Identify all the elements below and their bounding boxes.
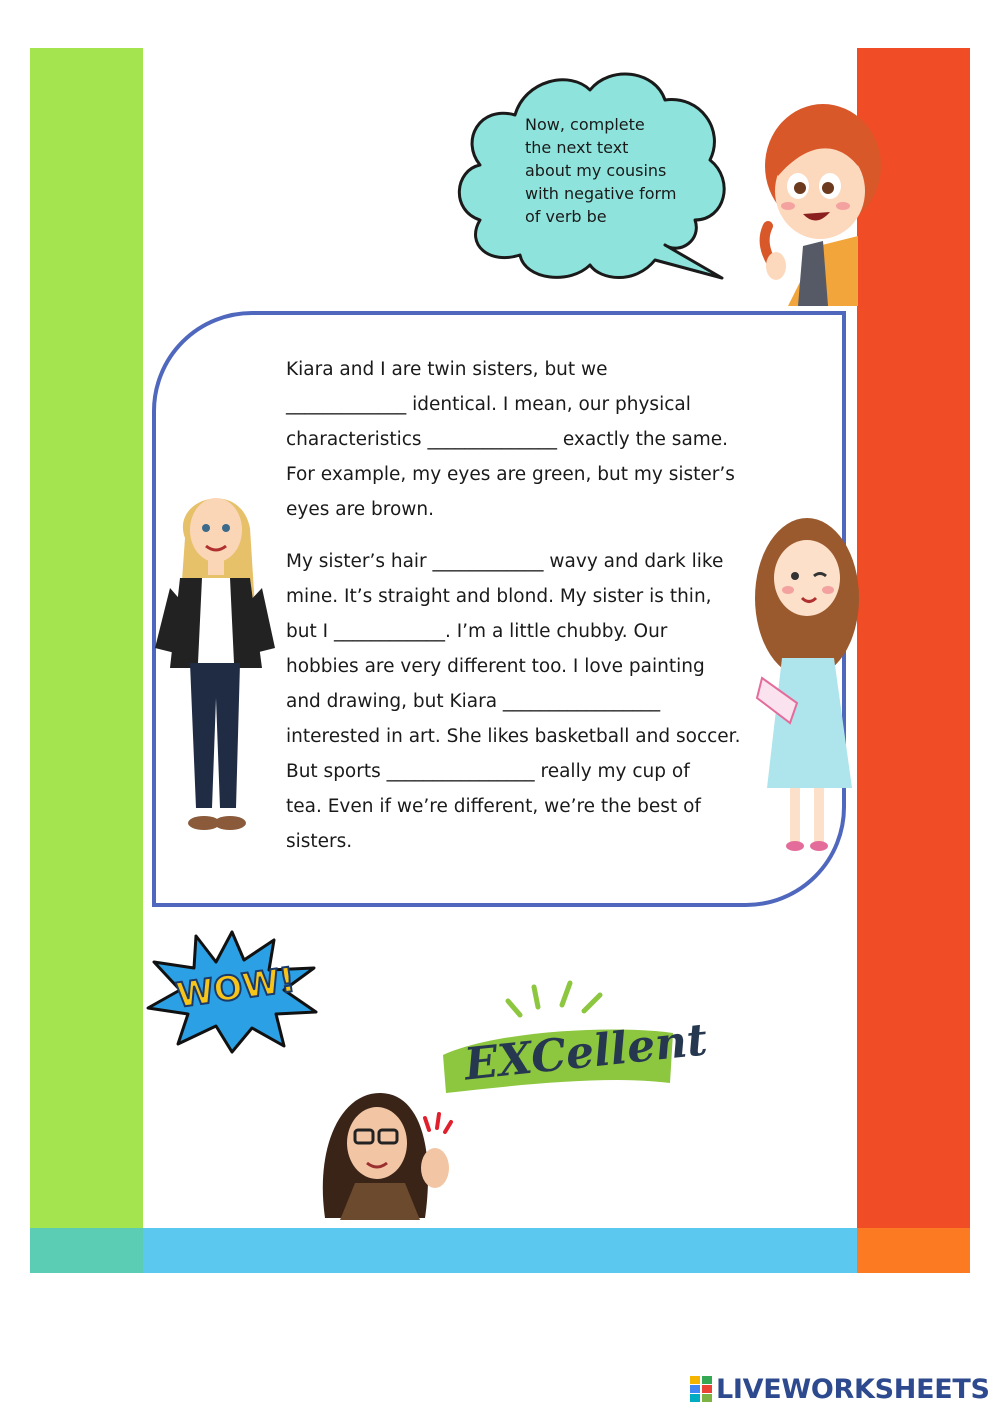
passage-line: Kiara and I are twin sisters, but we (286, 359, 608, 380)
passage-line: interested in art. She likes basketball and soccer. (286, 726, 741, 747)
passage-line: sisters. (286, 831, 353, 852)
wow-burst-sticker (144, 928, 320, 1056)
teacher-clapping-illustration (315, 1088, 465, 1220)
liveworksheets-brand (690, 1374, 990, 1404)
fill-in-passage (286, 352, 756, 876)
excellent-text: EXCellent (462, 1014, 710, 1091)
bubble-line: about my cousins (525, 161, 667, 180)
passage-line: characteristics ______________ exactly the same. (286, 429, 729, 450)
passage-line: tea. Even if we’re different, we’re the best of (286, 796, 701, 817)
right-red-strip (857, 48, 970, 1228)
passage-line: My sister’s hair ____________ wavy and dark like (286, 551, 724, 572)
passage-paragraph-2 (286, 544, 756, 859)
wow-text: WOW! (173, 959, 298, 1017)
girl-red-hair-illustration (748, 96, 858, 306)
brand-name: LIVEWORKSHEETS (716, 1373, 990, 1405)
bubble-line: of verb be (525, 207, 607, 226)
speech-bubble-text (525, 113, 715, 228)
passage-line: eyes are brown. (286, 499, 435, 520)
bottom-teal-corner (30, 1228, 143, 1273)
passage-line: mine. It’s straight and blond. My sister is thin, (286, 586, 712, 607)
left-green-strip (30, 48, 143, 1228)
bottom-blue-strip (143, 1228, 857, 1273)
passage-line: but I ____________. I’m a little chubby. Our (286, 621, 668, 642)
curly-girl-illustration (752, 508, 862, 853)
passage-paragraph-1 (286, 352, 756, 527)
passage-line: _____________ identical. I mean, our physical (286, 394, 691, 415)
bubble-line: Now, complete (525, 115, 645, 134)
passage-line: hobbies are very different too. I love painting (286, 656, 705, 677)
bubble-line: the next text (525, 138, 629, 157)
passage-line: But sports ________________ really my cup of (286, 761, 690, 782)
passage-line: and drawing, but Kiara _________________ (286, 691, 661, 712)
bubble-line: with negative form (525, 184, 677, 203)
bottom-orange-corner (857, 1228, 970, 1273)
blonde-woman-illustration (150, 478, 280, 860)
passage-line: For example, my eyes are green, but my sister’s (286, 464, 735, 485)
excellent-sticker (438, 975, 710, 1115)
liveworksheets-logo-icon (690, 1376, 712, 1402)
